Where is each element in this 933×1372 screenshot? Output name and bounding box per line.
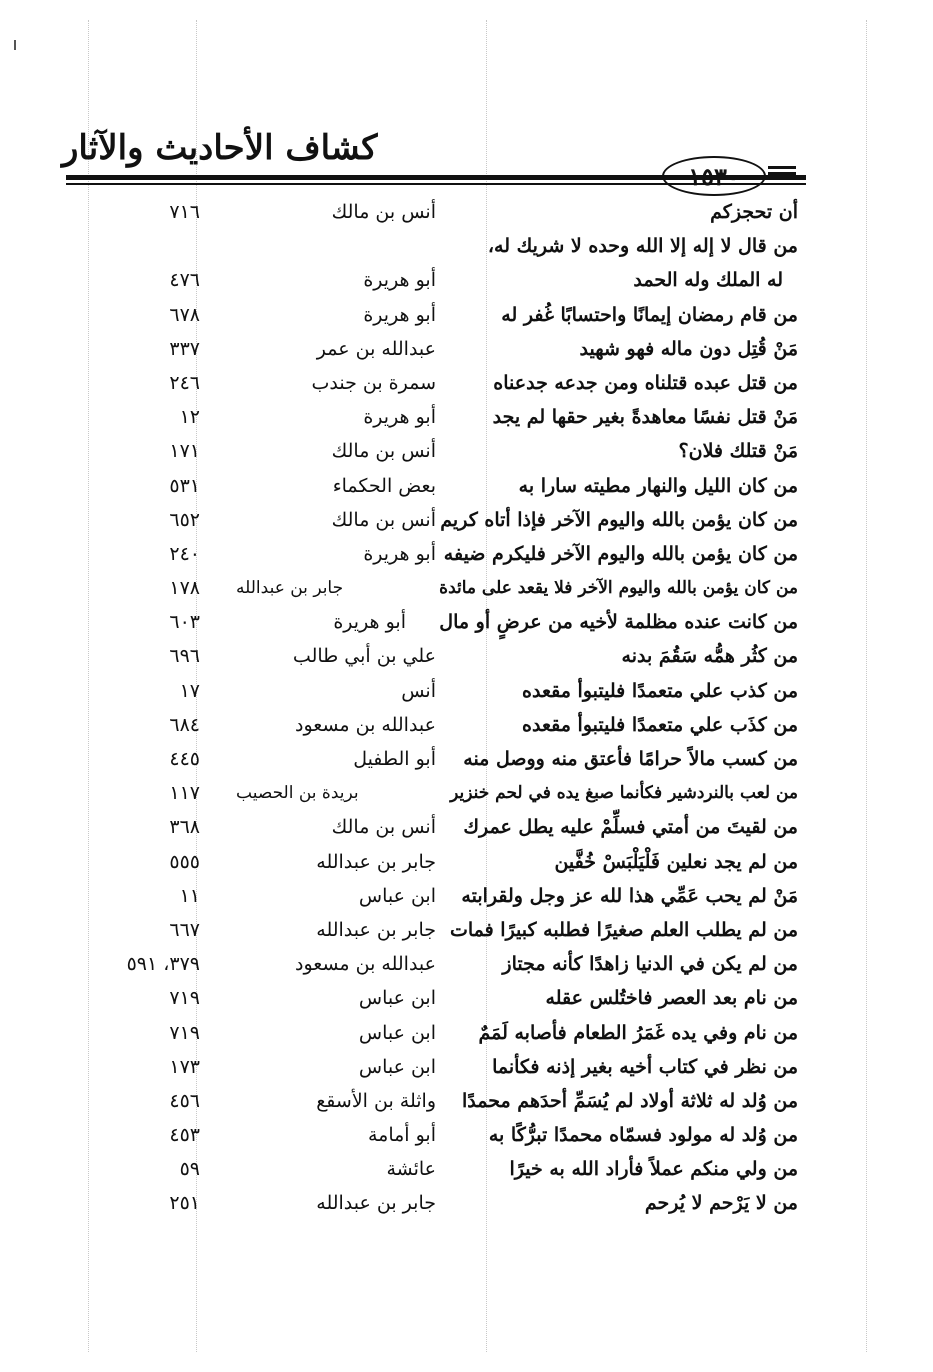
narrator: أبو أمامة [367, 1124, 436, 1147]
page-ref: ١١ [179, 884, 200, 907]
narrator: أنس بن مالك [331, 201, 436, 223]
page-ref: ٦٨٤ [169, 713, 200, 736]
narrator: بريدة بن الحصيب [236, 783, 359, 804]
narrator: بعض الحكماء [332, 474, 436, 497]
list-item [0, 401, 933, 435]
list-item [0, 538, 933, 572]
page-ref: ٣٧٩، ٥٩١ [126, 953, 200, 976]
page-ref: ٦٦٧ [169, 918, 200, 941]
page-ref: ١٧٨ [169, 577, 200, 600]
hadith-text: من كانت عنده مظلمة لأخيه من عرضٍ أو مال [439, 611, 798, 634]
list-item [0, 504, 933, 538]
list-item [0, 675, 933, 709]
list-item [0, 333, 933, 367]
running-header-title: كشاف الأحاديث والآثار [62, 128, 378, 168]
hadith-text: من كثُر همُّه سَقُمَ بدنه [621, 645, 798, 668]
list-item [0, 1051, 933, 1085]
narrator: واثلة بن الأسقع [316, 1089, 436, 1112]
hadith-text: من قام رمضان إيمانًا واحتسابًا غُفر له [501, 303, 798, 326]
list-item [0, 982, 933, 1016]
hadith-text: من لعب بالنردشير فكأنما صبغ يده في لحم خنزير [450, 783, 798, 804]
list-item [0, 914, 933, 948]
page-ref: ٧١٩ [169, 1021, 200, 1044]
narrator: أبو هريرة [363, 406, 436, 429]
margin-tick [14, 40, 16, 50]
list-item [0, 709, 933, 743]
page-ref: ١٧١ [169, 440, 200, 463]
hadith-text: من نام بعد العصر فاختُلس عقله [545, 987, 798, 1010]
list-item [0, 470, 933, 504]
list-item [0, 743, 933, 777]
narrator: أنس بن مالك [331, 816, 436, 839]
narrator: عبدالله بن مسعود [295, 953, 436, 976]
narrator: أنس بن مالك [331, 440, 436, 463]
narrator: أبو الطفيل [353, 748, 436, 770]
hadith-text: من لم يكن في الدنيا زاهدًا كأنه مجتاز [502, 953, 798, 976]
page-ref: ٧١٩ [169, 987, 200, 1010]
list-item [0, 880, 933, 914]
narrator: أنس بن مالك [331, 508, 436, 531]
list-item [0, 1153, 933, 1187]
page-ref: ١١٧ [169, 782, 200, 805]
page-ref: ٣٣٧ [169, 337, 200, 360]
header-rule-thin [66, 183, 806, 185]
list-item [0, 572, 933, 606]
list-item [0, 640, 933, 674]
header-rule-thick [66, 175, 806, 180]
hadith-text: من كان يؤمن بالله واليوم الآخر فلا يقعد على مائدة [439, 578, 798, 599]
narrator: أبو هريرة [333, 611, 406, 634]
list-item [0, 1119, 933, 1153]
hadith-text: مَنْ قتل نفسًا معاهدةً بغير حقها لم يجد [492, 406, 798, 429]
page-ref: ٥٩ [179, 1158, 200, 1181]
hadith-text: من ولي منكم عملاً فأراد الله به خيرًا [509, 1158, 798, 1181]
narrator: عائشة [386, 1158, 436, 1181]
narrator: جابر بن عبدالله [316, 850, 436, 873]
narrator: ابن عباس [358, 987, 436, 1010]
list-item [0, 299, 933, 333]
list-item [0, 196, 933, 230]
page-ref: ١٢ [179, 406, 200, 429]
hadith-text: من لا يَرْحم لا يُرحم [644, 1192, 798, 1215]
narrator: أبو هريرة [363, 303, 436, 326]
page-ref: ١٧٣ [169, 1055, 200, 1078]
page-ref: ٦٧٨ [169, 303, 200, 326]
list-item [0, 435, 933, 469]
narrator: سمرة بن جندب [311, 371, 436, 394]
page-ref: ٥٥٥ [169, 850, 200, 873]
list-item [0, 846, 933, 880]
hadith-text: من كذَب علي متعمدًا فليتبوأ مقعده [522, 713, 798, 736]
hadith-text: من كان يؤمن بالله واليوم الآخر فليكرم ضيفه [443, 542, 798, 565]
list-item [0, 777, 933, 811]
page-ref: ٢٥١ [169, 1192, 200, 1215]
list-item [0, 606, 933, 640]
page-ref: ٢٤٠ [169, 542, 200, 565]
hadith-text: من لم يجد نعلين فَلْيَلْبَسْ خُفَّين [554, 850, 798, 873]
hadith-text: من كسب مالاً حرامًا فأعتق منه ووصل منه [463, 748, 798, 770]
page-ref: ٦٠٣ [169, 611, 200, 634]
narrator: علي بن أبي طالب [292, 645, 436, 668]
page-ref: ٤٧٦ [169, 269, 200, 292]
narrator: جابر بن عبدالله [316, 1192, 436, 1215]
hadith-text: من لقيتَ من أمتي فسلِّمْ عليه يطل عمرك [463, 816, 798, 839]
page-ref: ٥٣١ [169, 474, 200, 497]
narrator: ابن عباس [358, 884, 436, 907]
hadith-text: من نظر في كتاب أخيه بغير إذنه فكأنما [492, 1055, 798, 1078]
narrator: أبو هريرة [363, 269, 436, 292]
page-ref: ٦٥٢ [169, 508, 200, 531]
page-ref: ٧١٦ [169, 201, 200, 223]
hadith-text: من لم يطلب العلم صغيرًا فطلبه كبيرًا فمات [449, 918, 798, 941]
narrator: جابر بن عبدالله [316, 918, 436, 941]
list-item [0, 1017, 933, 1051]
narrator: أبو هريرة [363, 542, 436, 565]
narrator: أنس [401, 679, 436, 702]
list-item [0, 948, 933, 982]
list-item [0, 367, 933, 401]
hadith-text: مَنْ قتلك فلان؟ [678, 440, 798, 463]
hadith-text: من وُلد له ثلاثة أولاد لم يُسَمِّ أحدَهم محمدًا [462, 1089, 798, 1112]
page-ref: ٤٤٥ [169, 748, 200, 770]
hadith-text: له الملك وله الحمد [633, 269, 783, 292]
hadith-text: من كذب علي متعمدًا فليتبوأ مقعده [522, 679, 798, 702]
page-ref: ٤٥٦ [169, 1089, 200, 1112]
list-item [0, 811, 933, 845]
list-item [0, 264, 933, 298]
narrator: جابر بن عبدالله [236, 578, 344, 599]
hadith-index-list [0, 196, 933, 1222]
narrator: عبدالله بن مسعود [295, 713, 436, 736]
narrator: عبدالله بن عمر [316, 337, 436, 360]
hadith-text: مَنْ قُتِل دون ماله فهو شهيد [579, 337, 798, 360]
page-ref: ٦٩٦ [169, 645, 200, 668]
hadith-text: مَنْ لم يحب عَمِّي هذا لله عز وجل ولقرابته [461, 884, 798, 907]
hadith-text: أن تحجزكم [710, 201, 798, 223]
hadith-text: من نام وفي يده غَمَرُ الطعام فأصابه لَمَمٌ [478, 1021, 798, 1044]
page-ref: ٤٥٣ [169, 1124, 200, 1147]
hadith-text: من كان يؤمن بالله واليوم الآخر فإذا أتاه كريم [440, 508, 798, 531]
page-ref: ٣٦٨ [169, 816, 200, 839]
hadith-text: من وُلد له مولود فسمّاه محمدًا تبرُّكًا به [488, 1124, 798, 1147]
page-ref: ٢٤٦ [169, 371, 200, 394]
hadith-text: من قتل عبده قتلناه ومن جدعه جدعناه [493, 371, 798, 394]
list-item [0, 1187, 933, 1221]
page-ref: ١٧ [179, 679, 200, 702]
narrator: ابن عباس [358, 1021, 436, 1044]
hadith-text: من قال لا إله إلا الله وحده لا شريك له، [487, 235, 798, 258]
list-item [0, 230, 933, 264]
hadith-text: من كان الليل والنهار مطيته سارا به [518, 474, 798, 497]
narrator: ابن عباس [358, 1055, 436, 1078]
list-item [0, 1085, 933, 1119]
